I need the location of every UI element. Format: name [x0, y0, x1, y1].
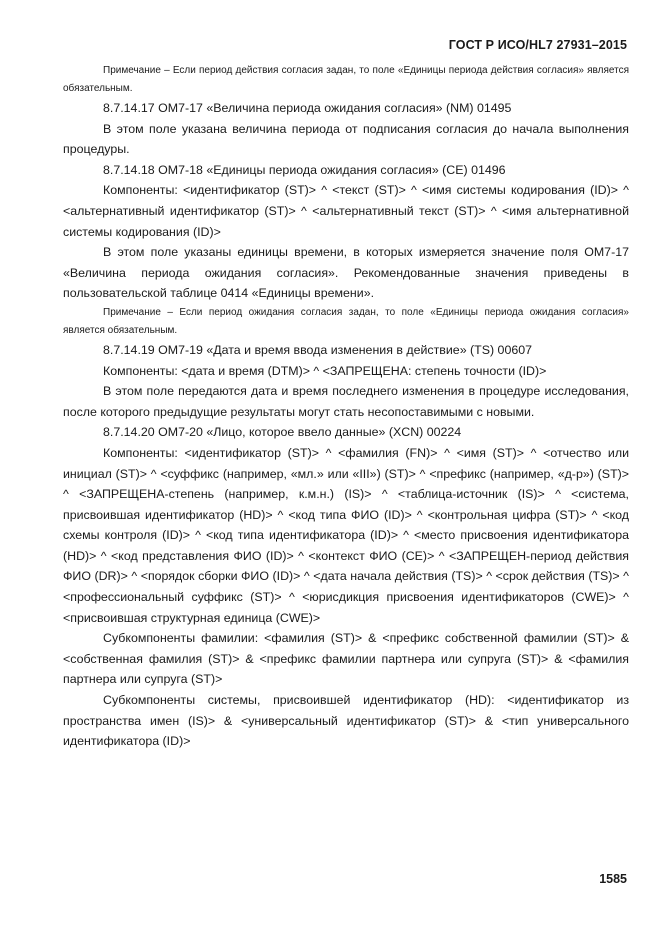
note-paragraph: Примечание – Если период ожидания согласия задан, то поле «Единицы периода ожидания согласия» является обязательным.	[63, 306, 629, 336]
page-number: 1585	[599, 872, 627, 886]
body-paragraph: В этом поле передаются дата и время последнего изменения в процедуре исследования, после которого предыдущие результаты могут стать несопоставимыми с новыми.	[63, 384, 629, 419]
document-body	[63, 62, 629, 752]
body-paragraph: В этом поле указана величина периода от подписания согласия до начала выполнения процедуры.	[63, 121, 629, 157]
note-paragraph: Примечание – Если период действия согласия задан, то поле «Единицы периода действия согласия» является обязательным.	[63, 65, 629, 94]
section-heading: 8.7.14.17 ОМ7-17 «Величина периода ожидания согласия» (NM) 01495	[103, 101, 512, 115]
section-heading: 8.7.14.20 ОМ7-20 «Лицо, которое ввело данные» (XCN) 00224	[103, 425, 462, 440]
section-heading: 8.7.14.19 ОМ7-19 «Дата и время ввода изменения в действие» (TS) 00607	[103, 342, 533, 357]
section-heading: 8.7.14.18 ОМ7-18 «Единицы периода ожидания согласия» (CE) 01496	[103, 162, 506, 177]
body-paragraph: Компоненты: <дата и время (DTM)> ^ <ЗАПРЕЩЕНА: степень точности (ID)>	[103, 363, 547, 378]
body-paragraph: Компоненты: <идентификатор (ST)> ^ <фамилия (FN)> ^ <имя (ST)> ^ <отчество или инициал (ST)> ^ <суффикс (например, «мл.» или «III») (ST)> ^ <префикс (например, «д-р») (ST)> ^ <ЗАПРЕЩЕНА-степень (например, к.м.н.) (IS)> ^ <таблица-источник (IS)> ^ <система, присвоившая идентификатор (HD)> ^ <код типа ФИО (ID)> ^ <контрольная цифра (ST)> ^ <код схемы контроля (ID)> ^ <код типа идентификатора (ID)> ^ <место присвоения идентификатора (HD)> ^ <код представления ФИО (ID)> ^ <контекст ФИО (CE)> ^ <ЗАПРЕЩЕН-период действия ФИО (DR)> ^ <порядок сборки ФИО (ID)> ^ <дата начала действия (TS)> ^ <срок действия (TS)> ^ <профессиональный суффикс (ST)> ^ <юрисдикция присвоения идентификаторов (CWE)> ^ <присвоившая структурная единица (CWE)>	[63, 445, 629, 625]
body-paragraph: В этом поле указаны единицы времени, в которых измеряется значение поля ОМ7-17 «Величина периода ожидания согласия». Рекомендованные значения приведены в пользовательской таблице 0414 «Единицы времени».	[63, 245, 629, 301]
body-paragraph: Субкомпоненты фамилии: <фамилия (ST)> & <префикс собственной фамилии (ST)> & <собственная фамилия (ST)> & <префикс фамилии партнера или супруга (ST)> & <фамилия партнера или супруга (ST)>	[63, 631, 629, 687]
body-paragraph: Компоненты: <идентификатор (ST)> ^ <текст (ST)> ^ <имя системы кодирования (ID)> ^ <альтернативный идентификатор (ST)> ^ <альтернативный текст (ST)> ^ <имя альтернативной системы кодирования (ID)>	[63, 183, 629, 239]
body-paragraph: Субкомпоненты системы, присвоившей идентификатор (HD): <идентификатор из пространства имен (IS)> & <универсальный идентификатор (ST)> & <тип универсального идентификатора (ID)>	[63, 693, 629, 749]
document-standard-header: ГОСТ Р ИСО/HL7 27931–2015	[448, 38, 627, 52]
